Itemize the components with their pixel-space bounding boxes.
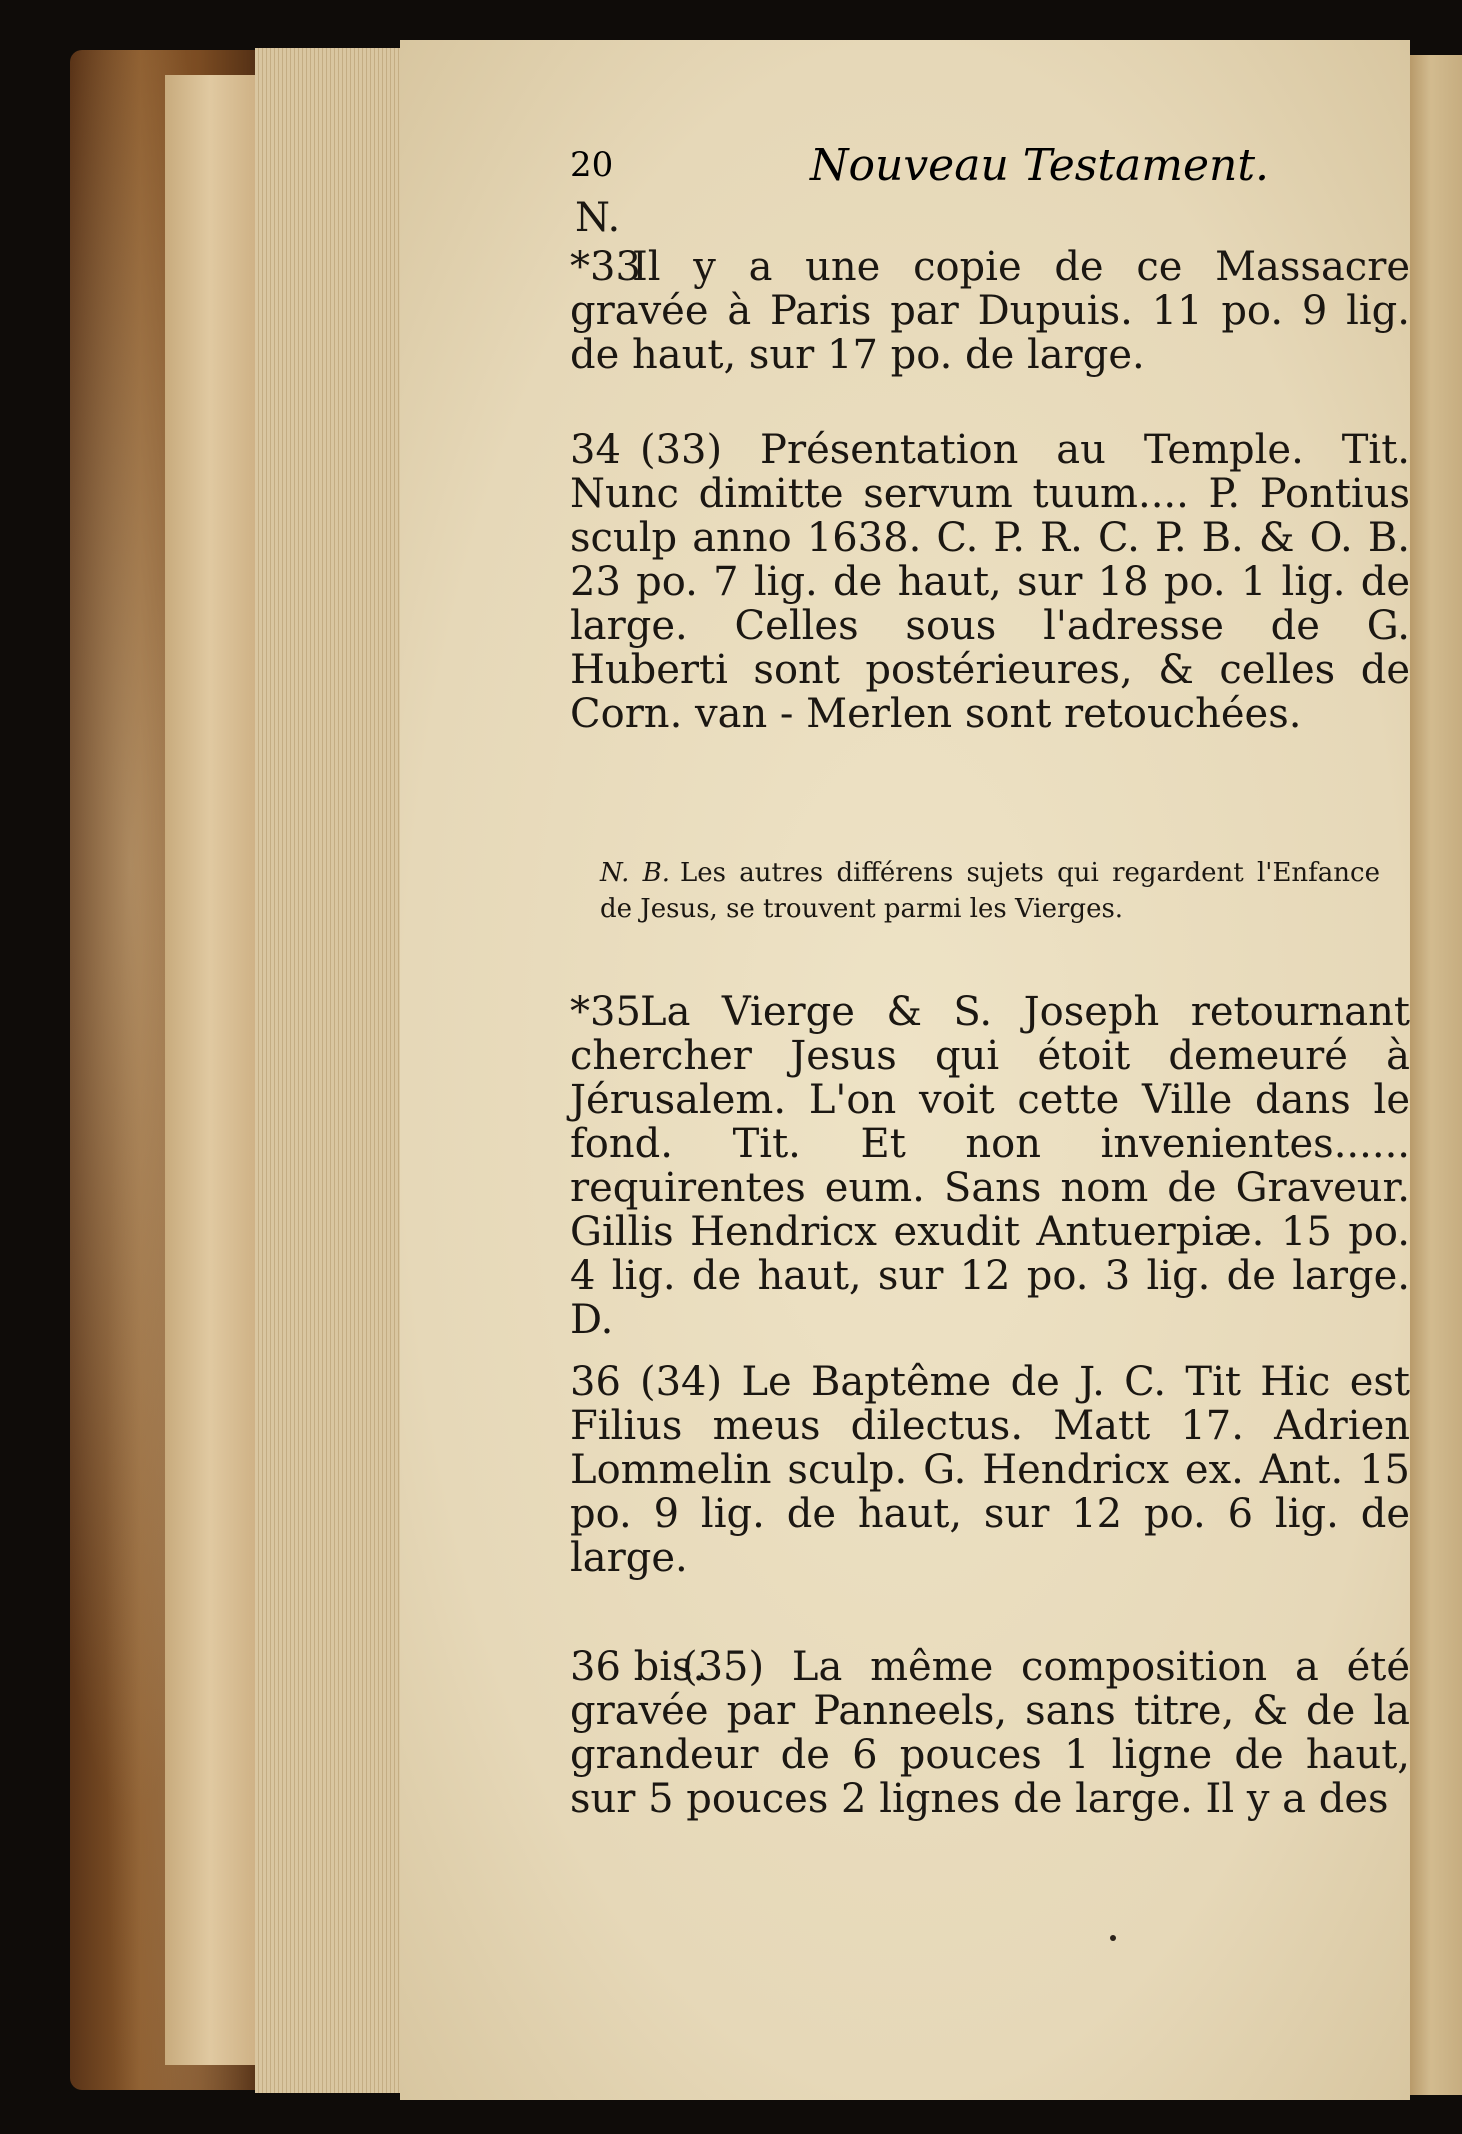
facing-page-edge [1410, 55, 1462, 2095]
cover-endpaper [165, 75, 255, 2065]
entry-text: Il y a une copie de ce Massacre gravée à Paris par Dupuis. 11 po. 9 lig. de haut, sur 17 po. de large. [570, 244, 1410, 378]
catalog-entry [570, 1645, 1410, 1821]
page-header [570, 140, 1410, 200]
entry-number: *35 [570, 989, 641, 1035]
section-marker: N. [575, 195, 621, 241]
ink-dot [1110, 1935, 1116, 1941]
entry-number: 34 [570, 427, 621, 473]
entry-number: 36 bis. [570, 1644, 706, 1690]
entry-text: (35) La même composition a été gravée par Panneels, sans titre, & de la grandeur de 6 pouces 1 ligne de haut, sur 5 pouces 2 lignes de large. Il y a des [570, 1644, 1410, 1822]
entry-number: *33 [570, 244, 641, 290]
footnote-text: Les autres différens sujets qui regardent l'Enfance de Jesus, se trouvent parmi les Vierges. [600, 858, 1380, 924]
footnote [600, 855, 1380, 927]
entry-text: (34) Le Baptême de J. C. Tit Hic est Filius meus dilectus. Matt 17. Adrien Lommelin sculp. G. Hendricx ex. Ant. 15 po. 9 lig. de haut, sur 12 po. 6 lig. de large. [570, 1359, 1410, 1581]
entry-text: (33) Présentation au Temple. Tit. Nunc dimitte servum tuum.... P. Pontius sculp anno 1638. C. P. R. C. P. B. & O. B. 23 po. 7 lig. de haut, sur 18 po. 1 lig. de large. Celles sous l'adresse de G. Huberti sont postérieures, & celles de Corn. van - Merlen sont retouchées. [570, 427, 1410, 737]
catalog-entry [570, 1360, 1410, 1580]
page-number: 20 [570, 145, 614, 185]
entry-text: La Vierge & S. Joseph retournant chercher Jesus qui étoit demeuré à Jérusalem. L'on voit cette Ville dans le fond. Tit. Et non invenientes...... requirentes eum. Sans nom de Graveur. Gillis Hendricx exudit Antuerpiæ. 15 po. 4 lig. de haut, sur 12 po. 3 lig. de large. D. [570, 989, 1410, 1343]
entry-number: 36 [570, 1359, 621, 1405]
catalog-entry [570, 245, 1410, 377]
catalog-entry [570, 990, 1410, 1342]
running-head: Nouveau Testament. [810, 140, 1270, 191]
page-edges [255, 48, 405, 2093]
footnote-label: N. B. [600, 858, 671, 888]
catalog-entry [570, 428, 1410, 736]
